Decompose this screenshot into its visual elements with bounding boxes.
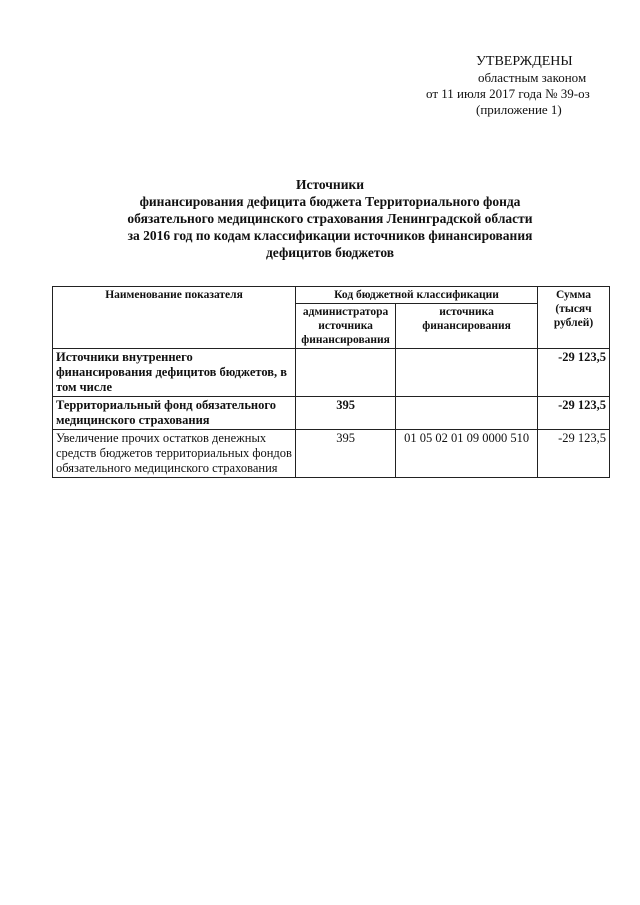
title-line-1: Источники [295,177,365,192]
approval-line-law: областным законом [478,70,587,85]
title-line-2: финансирования дефицита бюджета Территориального фонда [139,194,521,209]
table-row [53,349,610,397]
document-title [80,176,580,261]
header-admin: администратора источника финансирования [296,304,396,349]
header-source: источника финансирования [396,304,538,349]
sources-table [52,286,610,478]
row-admin [296,349,396,397]
approval-line-appendix: (приложение 1) [476,102,562,117]
row-sum: -29 123,5 [538,349,610,397]
title-line-3: обязательного медицинского страхования Ленинградской области [127,211,533,226]
row-name: Источники внутреннего финансирования дефицитов бюджетов, в том числе [53,349,296,397]
row-admin: 395 [296,430,396,478]
row-name: Территориальный фонд обязательного медицинского страхования [53,397,296,430]
row-admin: 395 [296,397,396,430]
table-header-row [53,287,610,304]
table-row [53,397,610,430]
approval-stamp [420,54,620,118]
title-line-4: за 2016 год по кодам классификации источников финансирования [127,228,533,243]
row-source [396,397,538,430]
row-source: 01 05 02 01 09 0000 510 [396,430,538,478]
header-code-group: Код бюджетной классификации [296,287,538,304]
row-name: Увеличение прочих остатков денежных средств бюджетов территориальных фондов обязательного медицинского страхования [53,430,296,478]
title-line-5: дефицитов бюджетов [265,245,395,260]
approval-line-approved: УТВЕРЖДЕНЫ [476,54,573,69]
approval-line-date: от 11 июля 2017 года № 39-оз [426,86,590,101]
row-source [396,349,538,397]
header-name: Наименование показателя [53,287,296,349]
header-sum: Сумма (тысяч рублей) [538,287,610,349]
row-sum: -29 123,5 [538,397,610,430]
table-row [53,430,610,478]
row-sum: -29 123,5 [538,430,610,478]
